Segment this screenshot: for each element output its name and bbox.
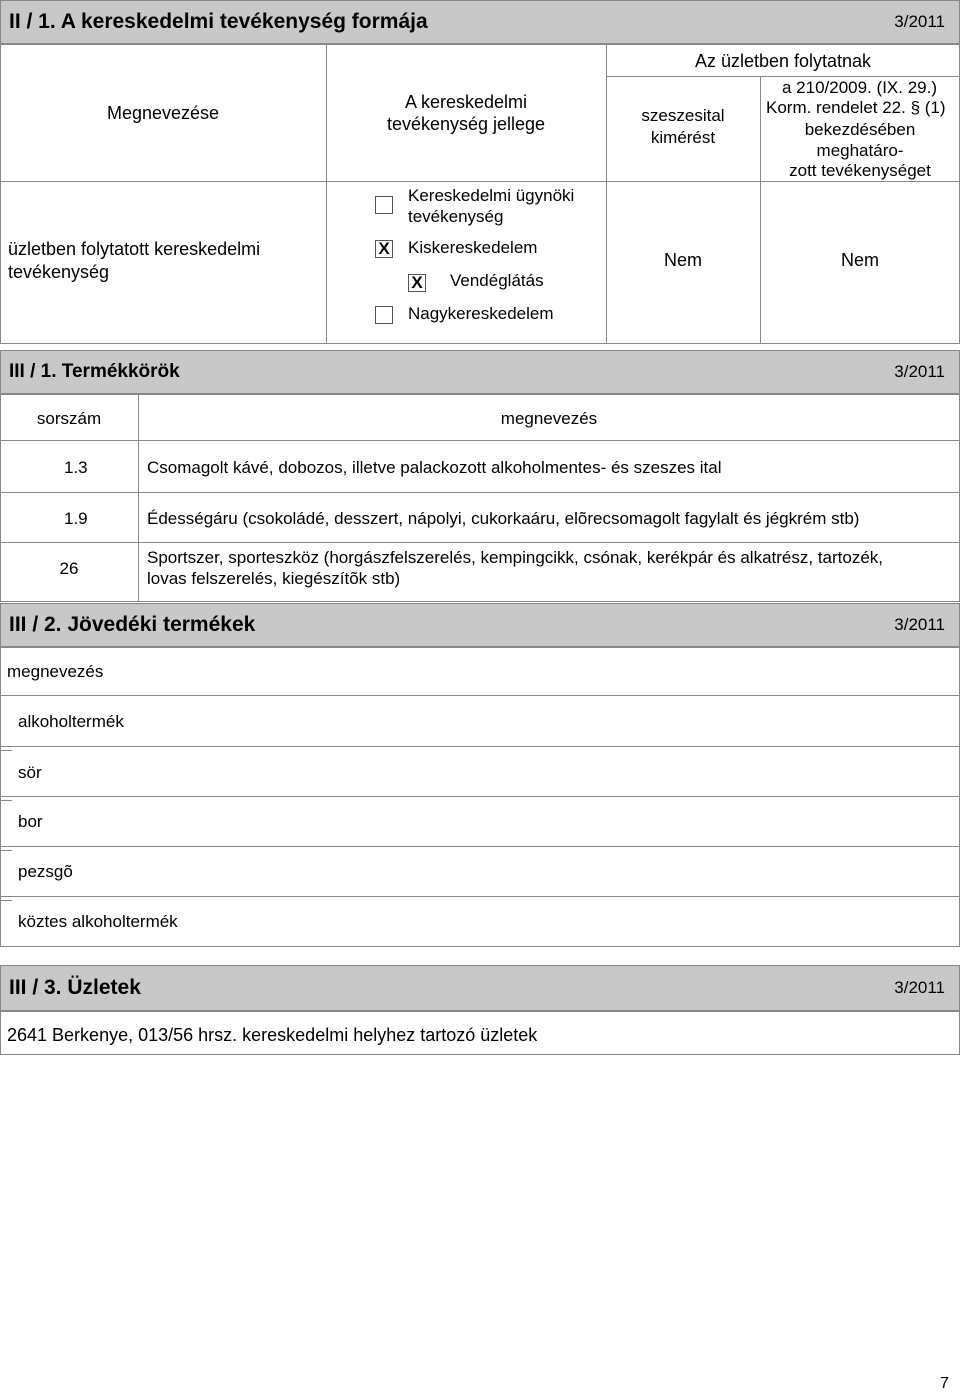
col-alcohol-line2: kimérést xyxy=(650,128,716,147)
col-decree-line3: bekezdésében xyxy=(804,120,916,139)
col-decree-line5: zott tevékenységet xyxy=(789,161,931,180)
section-title: II / 1. A kereskedelmi tevékenység formája xyxy=(9,10,428,33)
col-name-header: Megnevezése xyxy=(106,103,220,123)
catering-checkbox[interactable]: X xyxy=(408,274,426,292)
decree-value: Nem xyxy=(840,250,879,270)
col-type-header-line2: tevékenység jellege xyxy=(386,114,546,134)
section-year: 3/2011 xyxy=(894,978,945,997)
section-header-products xyxy=(0,350,960,394)
section-title: III / 2. Jövedéki termékek xyxy=(9,613,256,636)
section-year: 3/2011 xyxy=(894,362,945,381)
excise-item: bor xyxy=(18,812,43,831)
product-num: 1.3 xyxy=(64,458,88,477)
product-num: 1.9 xyxy=(64,509,88,528)
wholesale-label: Nagykereskedelem xyxy=(408,304,554,323)
excise-item: pezsgõ xyxy=(18,862,73,881)
product-name: Csomagolt kávé, dobozos, illetve palackozott alkoholmentes- és szeszes ital xyxy=(147,458,722,477)
section-title: III / 1. Termékkörök xyxy=(9,361,180,382)
row-name-line2: tevékenység xyxy=(8,262,110,282)
agent-label-line1: Kereskedelmi ügynöki xyxy=(408,186,575,205)
excise-col-name: megnevezés xyxy=(7,662,104,681)
col-num-header: sorszám xyxy=(36,409,102,428)
alcohol-value: Nem xyxy=(663,250,702,270)
col-type-header-line1: A kereskedelmi xyxy=(404,92,528,112)
retail-checkbox[interactable]: X xyxy=(375,240,393,258)
section-year: 3/2011 xyxy=(894,12,945,31)
catering-label: Vendéglátás xyxy=(450,271,544,290)
product-num: 26 xyxy=(59,559,79,578)
col-alcohol-line1: szeszesital xyxy=(641,106,725,125)
agent-label-line2: tevékenység xyxy=(408,207,504,226)
product-name-line2: lovas felszerelés, kiegészítõk stb) xyxy=(147,569,401,588)
col-decree-line2: Korm. rendelet 22. § (1) xyxy=(766,98,946,117)
section-header-form xyxy=(0,0,960,44)
shop-header: Az üzletben folytatnak xyxy=(694,51,872,71)
product-name: Édességáru (csokoládé, desszert, nápolyi, cukorkaáru, elõrecsomagolt fagylalt és jégkrém stb) xyxy=(147,509,860,528)
excise-table xyxy=(0,647,960,947)
wholesale-checkbox[interactable] xyxy=(375,306,393,324)
section-year: 3/2011 xyxy=(894,615,945,634)
section-header-shops xyxy=(0,965,960,1011)
col-decree-line4: meghatáro- xyxy=(816,141,904,160)
excise-item: köztes alkoholtermék xyxy=(18,912,178,931)
section-header-excise xyxy=(0,603,960,647)
shop-row: 2641 Berkenye, 013/56 hrsz. kereskedelmi helyhez tartozó üzletek xyxy=(7,1025,538,1045)
retail-label: Kiskereskedelem xyxy=(408,238,538,257)
col-decree-line1: a 210/2009. (IX. 29.) xyxy=(782,78,937,97)
agent-checkbox[interactable] xyxy=(375,196,393,214)
product-name-line1: Sportszer, sporteszköz (horgászfelszerelés, kempingcikk, csónak, kerékpár és alkatrész, tartozék, xyxy=(147,548,884,567)
excise-item: alkoholtermék xyxy=(18,712,124,731)
col-name-header: megnevezés xyxy=(500,409,598,428)
excise-item: sör xyxy=(18,763,42,782)
page-number: 7 xyxy=(940,1375,949,1392)
row-name-line1: üzletben folytatott kereskedelmi xyxy=(8,239,261,259)
section-title: III / 3. Üzletek xyxy=(9,976,141,999)
